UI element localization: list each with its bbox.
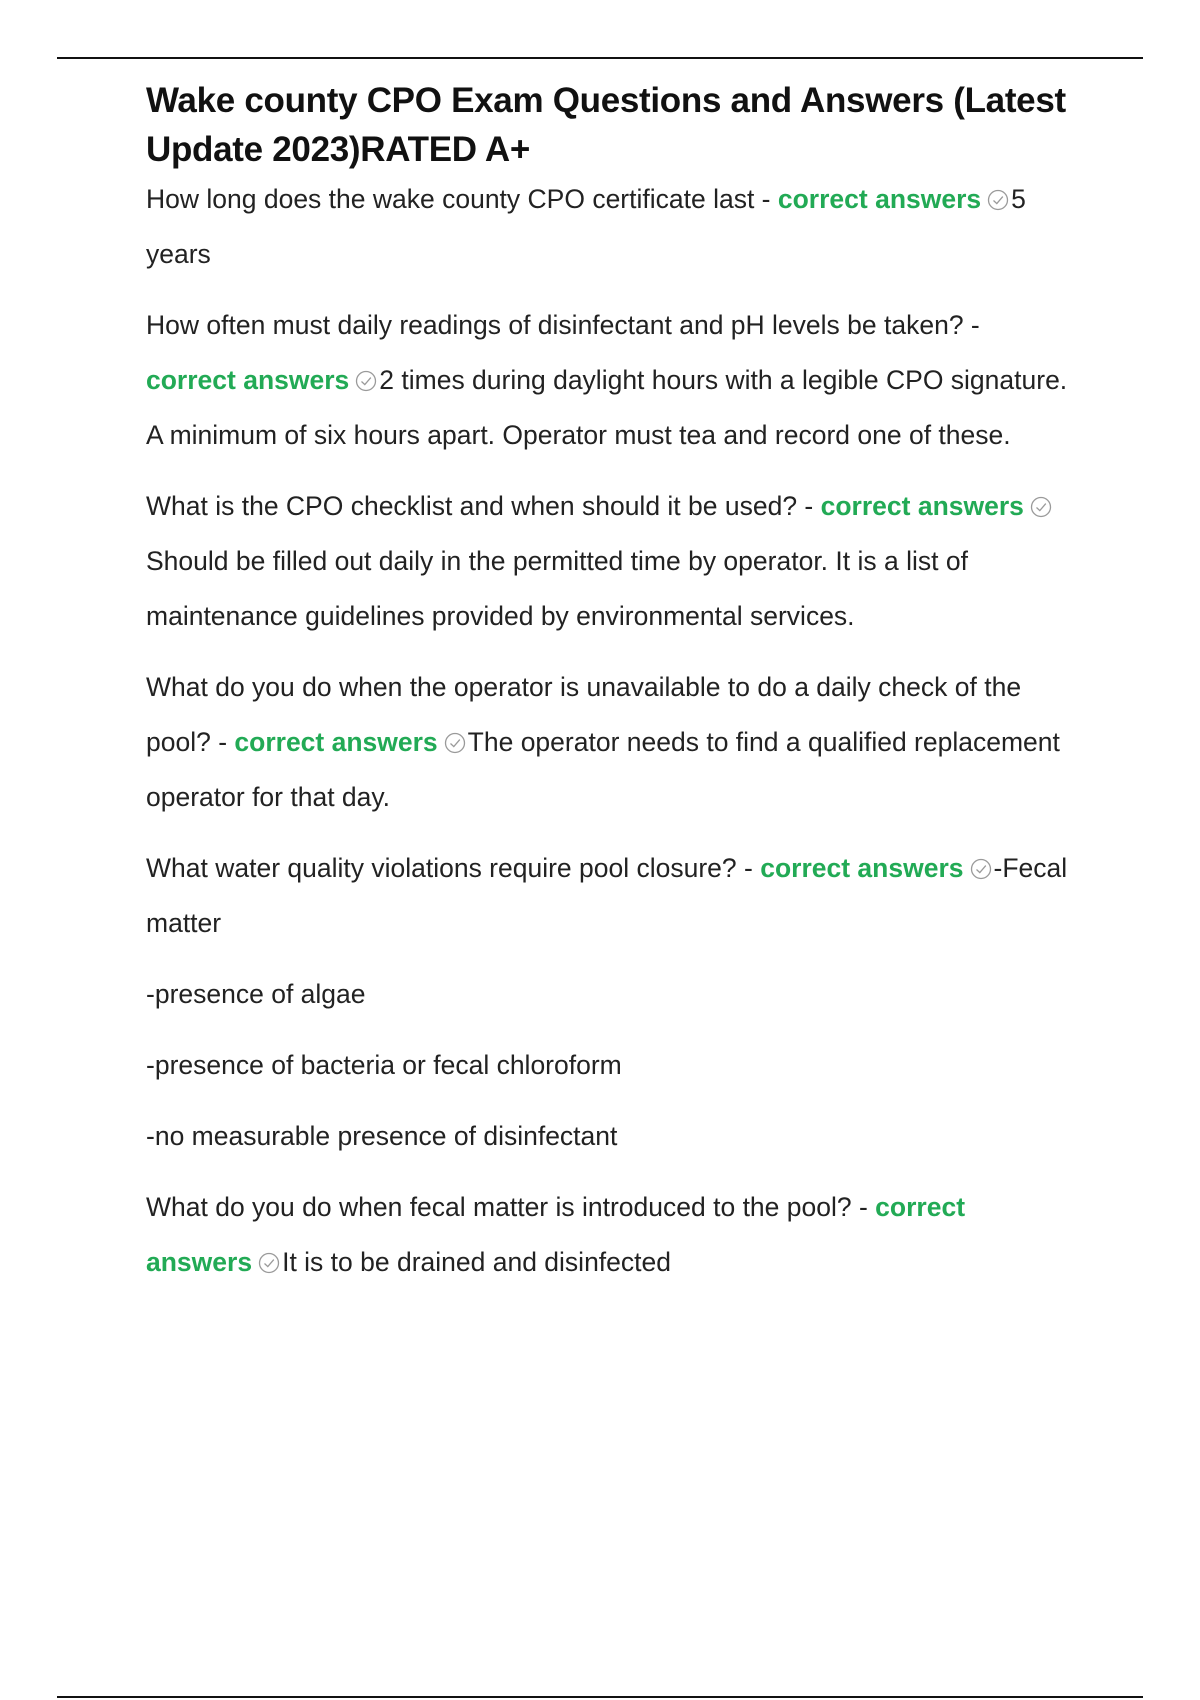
question-text: What do you do when the operator is unavailable to do a daily check of the pool? - bbox=[146, 672, 1022, 757]
qa-item-2 bbox=[146, 298, 1076, 463]
question-text: What is the CPO checklist and when should it be used? - bbox=[146, 491, 821, 521]
question-text: How long does the wake county CPO certificate last - bbox=[146, 184, 778, 214]
bottom-rule bbox=[57, 1696, 1143, 1698]
question-text: What water quality violations require pool closure? - bbox=[146, 853, 761, 883]
check-circle-icon bbox=[258, 1252, 280, 1274]
correct-answers-label: correct answers bbox=[760, 853, 964, 883]
answer-text: 5 years bbox=[146, 184, 1026, 269]
top-rule bbox=[57, 57, 1143, 59]
check-circle-icon bbox=[987, 189, 1009, 211]
answer-text: -Fecal matter bbox=[146, 853, 1068, 938]
qa-item-1 bbox=[146, 172, 1076, 282]
check-circle-icon bbox=[355, 370, 377, 392]
document-title: Wake county CPO Exam Questions and Answers (Latest Update 2023)RATED A+ bbox=[146, 81, 1066, 169]
answer-text: 2 times during daylight hours with a legible CPO signature. A minimum of six hours apart. Operator must tea and record one of these. bbox=[146, 365, 1068, 450]
correct-answers-label: correct answers bbox=[820, 491, 1024, 521]
question-text: How often must daily readings of disinfectant and pH levels be taken? - bbox=[146, 310, 980, 340]
question-text: What do you do when fecal matter is introduced to the pool? - bbox=[146, 1192, 876, 1222]
answer-text: The operator needs to find a qualified replacement operator for that day. bbox=[146, 727, 1060, 812]
qa-item-4 bbox=[146, 660, 1076, 825]
correct-answers-label: correct answers bbox=[146, 365, 350, 395]
check-circle-icon bbox=[444, 732, 466, 754]
qa-item-6 bbox=[146, 1180, 1076, 1290]
answer-text: Should be filled out daily in the permitted time by operator. It is a list of maintenance guidelines provided by environmental services. bbox=[146, 546, 968, 631]
correct-answers-label: correct answers bbox=[777, 184, 982, 214]
answer-text: It is to be drained and disinfected bbox=[282, 1247, 671, 1277]
list-item: -no measurable presence of disinfectant bbox=[146, 1121, 618, 1151]
qa-item-5 bbox=[146, 841, 1076, 951]
qa-item-3 bbox=[146, 479, 1076, 644]
check-circle-icon bbox=[970, 858, 992, 880]
correct-answers-label: correct answers bbox=[146, 1192, 966, 1277]
document-body bbox=[146, 76, 1076, 1306]
correct-answers-label: correct answers bbox=[234, 727, 438, 757]
list-item: -presence of algae bbox=[146, 979, 366, 1009]
check-circle-icon bbox=[1030, 496, 1052, 518]
list-item: -presence of bacteria or fecal chloroform bbox=[146, 1050, 622, 1080]
